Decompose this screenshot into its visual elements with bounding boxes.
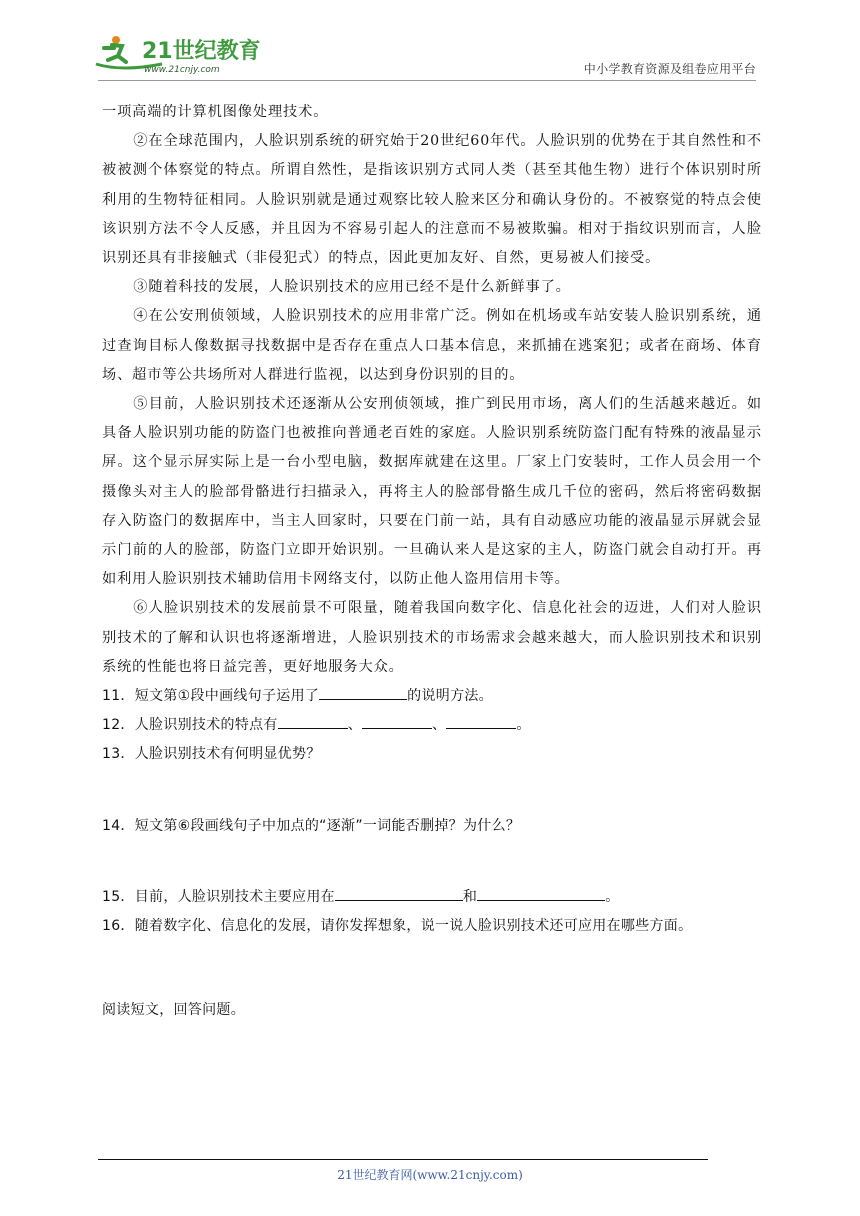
answer-space (102, 841, 762, 883)
page-header (0, 0, 860, 84)
paragraph-5: ⑤目前，人脸识别技术还逐渐从公安刑侦领域，推广到民用市场，离人们的生活越来越近。如具备人脸识别功能的防盗门也被推向普通老百姓的家庭。人脸识别系统防盗门配有特殊的液晶显示屏。这个显示屏实际上是一台小型电脑，数据库就建在这里。厂家上门安装时，工作人员会用一个摄像头对主人的脸部骨骼进行扫描录入，再将主人的脸部骨骼生成几千位的密码，然后将密码数据存入防盗门的数据库中，当主人回家时，只要在门前一站，具有自动感应功能的液晶显示屏就会显示门前的人的脸部，防盗门立即开始识别。一旦确认来人是这家的主人，防盗门就会自动打开。再如利用人脸识别技术辅助信用卡网络支付，以防止他人盗用信用卡等。 (102, 396, 762, 588)
question-11 (102, 682, 762, 711)
question-12 (102, 711, 762, 740)
question-14: 14．短文第⑥段画线句子中加点的“逐渐”一词能否删掉？为什么？ (102, 817, 521, 834)
logo-graphic (92, 34, 262, 78)
separator: 、 (347, 717, 363, 734)
separator: 、 (432, 717, 447, 734)
question-13: 13．人脸识别技术有何明显优势？ (102, 746, 321, 763)
question-15-text: 15．目前，人脸识别技术主要应用在 (102, 888, 335, 905)
paragraph-1-end: 一项高端的计算机图像处理技术。 (102, 104, 329, 120)
answer-blank (335, 886, 463, 901)
answer-blank (278, 714, 348, 729)
question-11-text: 11．短文第①段中画线句子运用了 (102, 688, 320, 705)
answer-space (102, 941, 762, 996)
answer-blank (477, 886, 605, 901)
answer-blank (319, 685, 407, 700)
paragraph-6: ⑥人脸识别技术的发展前景不可限量，随着我国向数字化、信息化社会的迈进，人们对人脸识别技术的了解和认识也将逐渐增进，人脸识别技术的市场需求会越来越大，而人脸识别技术和识别系统的性能也将日益完善，更好地服务大众。 (102, 600, 762, 675)
question-15-tail: 。 (605, 888, 620, 905)
question-11-tail: 的说明方法。 (407, 688, 493, 705)
answer-blank (446, 714, 516, 729)
paragraph-3: ③随着科技的发展，人脸识别技术的应用已经不是什么新鲜事了。 (133, 279, 571, 296)
footer-text: 21世纪教育网(www.21cnjy.com) (337, 1168, 523, 1182)
site-logo (92, 34, 262, 78)
paragraph-4: ④在公安刑侦领域，人脸识别技术的应用非常广泛。例如在机场或车站安装人脸识别系统，通过查询目标人像数据寻找数据中是否存在重点人口基本信息，来抓捕在逃案犯；或者在商场、体育场、超市等公共场所对人群进行监视，以达到身份识别的目的。 (102, 308, 762, 383)
answer-blank (362, 714, 432, 729)
document-body (102, 98, 762, 1025)
logo-text: 21世纪教育 (142, 39, 261, 64)
footer-divider (98, 1159, 708, 1160)
question-15 (102, 883, 762, 912)
answer-space (102, 770, 762, 812)
question-12-tail: 。 (516, 717, 531, 734)
paragraph-2: ②在全球范围内，人脸识别系统的研究始于20世纪60年代。人脸识别的优势在于其自然性和不被被测个体察觉的特点。所谓自然性，是指该识别方式同人类（甚至其他生物）进行个体识别时所利用的生物特征相同。人脸识别就是通过观察比较人脸来区分和确认身份的。不被察觉的特点会使该识别方法不令人反感，并且因为不容易引起人的注意而不易被欺骗。相对于指纹识别而言，人脸识别还具有非接触式（非侵犯式）的特点，因此更加友好、自然，更易被人们接受。 (102, 133, 762, 267)
section-instruction: 阅读短文，回答问题。 (102, 1002, 245, 1019)
logo-url-text: www.21cnjy.com (144, 65, 220, 75)
platform-name: 中小学教育资源及组卷应用平台 (583, 62, 756, 76)
header-divider (98, 80, 756, 81)
question-15-mid: 和 (462, 888, 478, 905)
question-12-text: 12．人脸识别技术的特点有 (102, 717, 278, 734)
question-16: 16．随着数字化、信息化的发展，请你发挥想象，说一说人脸识别技术还可应用在哪些方面。 (102, 918, 693, 935)
